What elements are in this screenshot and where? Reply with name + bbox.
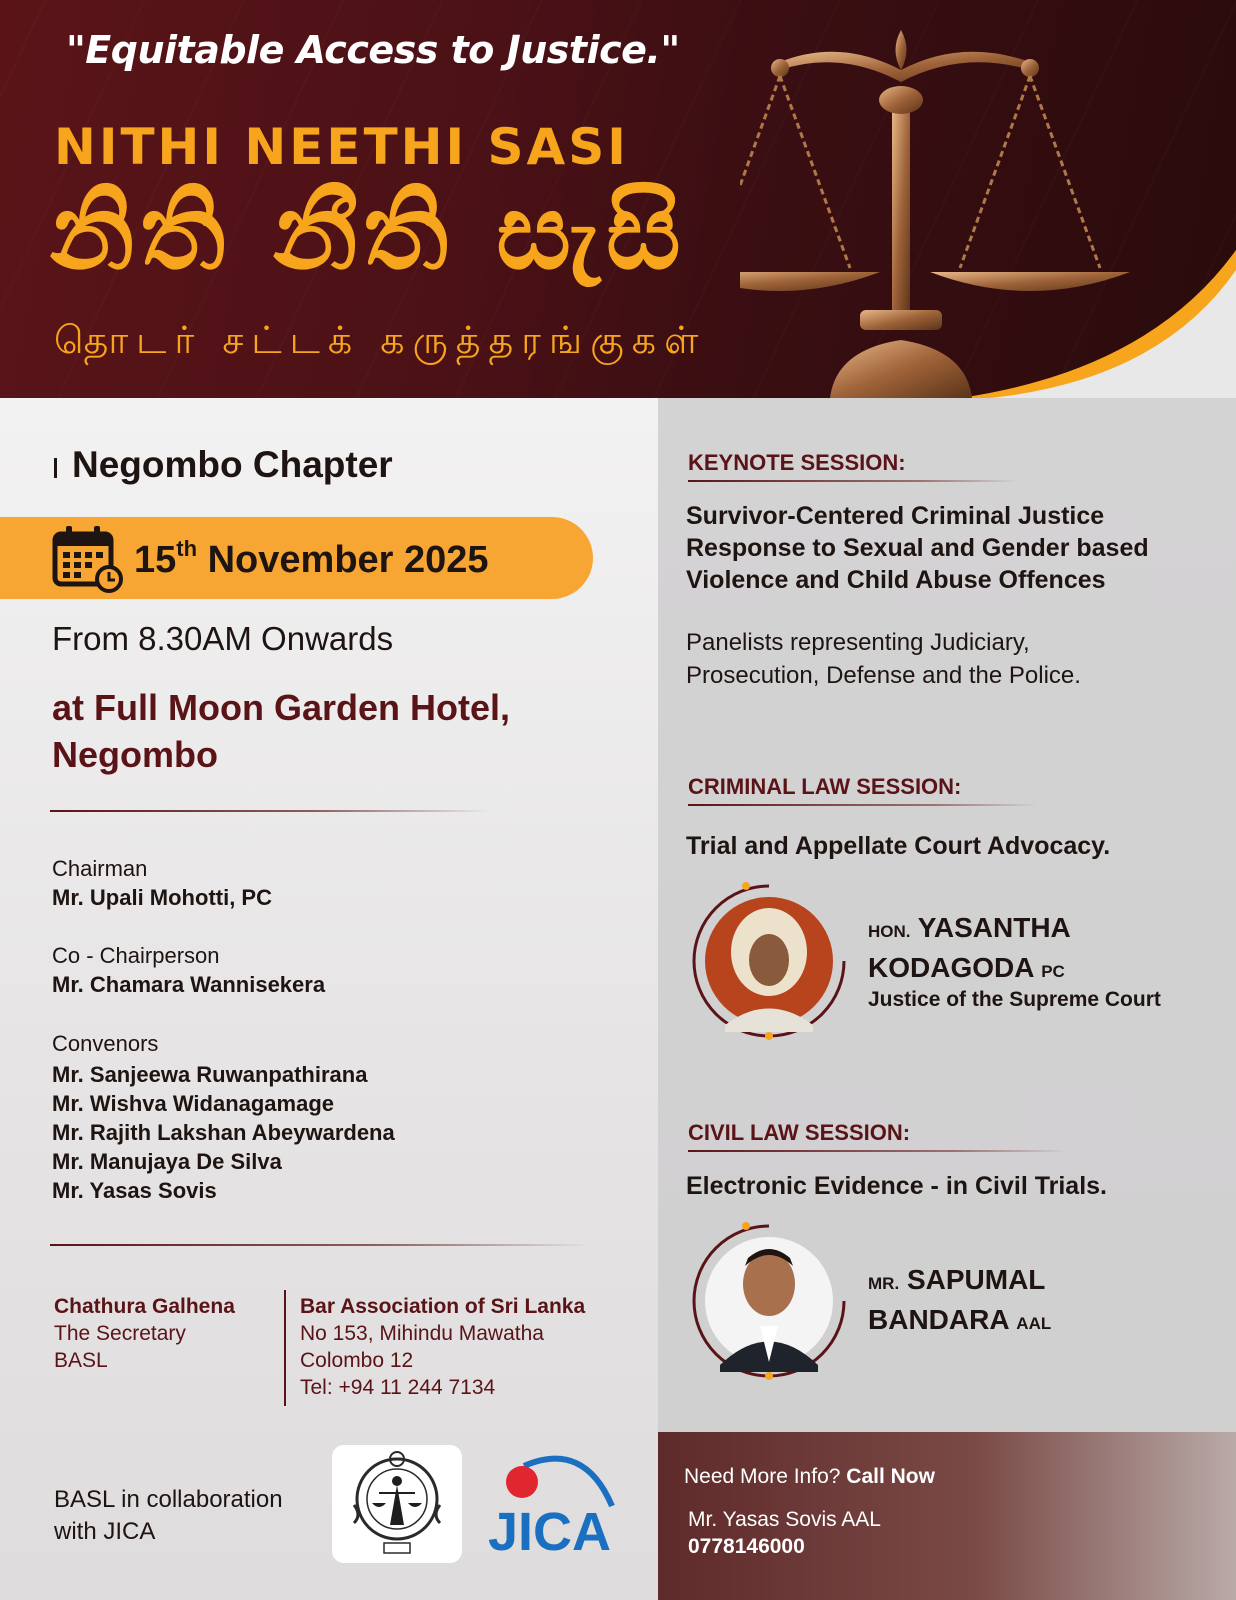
jica-logo-icon [484,1446,624,1564]
date-month-year: November 2025 [197,539,489,581]
speaker-name [868,1262,1051,1342]
divider [50,810,490,812]
speaker-name-line-2 [868,1302,1051,1342]
justice-name [868,910,1071,990]
divider [50,1244,590,1246]
date-ordinal: th [176,536,198,561]
justice-photo [690,882,848,1040]
convenor-item: Mr. Manujaya De Silva [52,1149,282,1174]
collaboration-text [54,1484,324,1548]
event-venue [52,684,632,778]
calendar-clock-icon [52,524,124,594]
collab-line-2: with JICA [54,1518,156,1545]
header-banner [0,0,1236,398]
tagline: "Equitable Access to Justice." [66,28,680,72]
chairman-role: Chairman [52,856,148,881]
convenor-item: Mr. Rajith Lakshan Abeywardena [52,1120,395,1145]
keynote-body: Panelists representing Judiciary, Prosecution, Defense and the Police. [686,629,1081,689]
basl-logo [332,1445,462,1563]
criminal-label: CRIMINAL LAW SESSION: [688,774,962,799]
convenor-item: Mr. Yasas Sovis [52,1178,217,1203]
convenor-item: Mr. Sanjeewa Ruwanpathirana [52,1062,368,1087]
scales-of-justice-icon [740,10,1180,398]
convenor-item: Mr. Wishva Widanagamage [52,1091,335,1116]
justice-first-name: YASANTHA [917,912,1071,943]
speaker-photo [690,1222,848,1380]
civil-title: Electronic Evidence - in Civil Trials. [686,1172,1107,1200]
keynote-title: Survivor-Centered Criminal Justice Response to Sexual and Gender based Violence and Child Abuse Offences [686,502,1149,594]
title-english: NITHI NEETHI SASI [54,118,629,176]
cochair-role: Co - Chairperson [52,943,220,968]
title-sinhala: නිති නීති සැසි [50,171,687,293]
justice-name-line-2 [868,950,1071,990]
venue-line-1: at Full Moon Garden Hotel, [52,687,510,728]
venue-line-2: Negombo [52,734,218,775]
event-date [134,536,489,582]
basl-address-2: Colombo 12 [300,1349,414,1372]
convenors-role: Convenors [52,1031,159,1056]
info-heading-plain: Need More Info? [684,1465,841,1488]
justice-honorific: HON. [868,922,911,941]
date-day: 15 [134,539,177,581]
speaker-first-name: SAPUMAL [906,1264,1046,1295]
speaker-name-line-1 [868,1262,1051,1302]
justice-last-name: KODAGODA [868,952,1034,983]
collab-line-1: BASL in collaboration [54,1486,283,1513]
basl-address-1: No 153, Mihindu Mawatha [300,1322,544,1345]
civil-underline [688,1150,1068,1152]
jica-logo [484,1446,624,1564]
info-heading-bold: Call Now [846,1465,935,1488]
contact-name: Mr. Yasas Sovis AAL [688,1508,881,1531]
chairman-name: Mr. Upali Mohotti, PC [52,885,272,910]
criminal-title: Trial and Appellate Court Advocacy. [686,832,1111,860]
basl-emblem-icon [332,1445,462,1563]
speaker-honorific: MR. [868,1274,900,1293]
info-heading [684,1465,935,1489]
speaker-portrait [690,1222,848,1380]
speaker-postnominal: AAL [1016,1314,1052,1333]
civil-label: CIVIL LAW SESSION: [688,1120,911,1145]
chapter-marker [54,458,57,478]
title-tamil: தொடர் சட்டக் கருத்தரங்குகள் [54,318,707,362]
secretary-name: Chathura Galhena [54,1295,235,1318]
cochair-name: Mr. Chamara Wannisekera [52,972,326,997]
chapter-title: Negombo Chapter [72,444,393,485]
keynote-underline [688,480,1018,482]
secretary-org: BASL [54,1349,108,1372]
justice-role: Justice of the Supreme Court [868,988,1161,1011]
justice-postnominal: PC [1041,962,1065,981]
jica-wordmark: JICA [488,1502,612,1562]
convenor-list [52,1060,395,1205]
keynote-label: KEYNOTE SESSION: [688,450,906,475]
event-time: From 8.30AM Onwards [52,620,394,657]
basl-phone: Tel: +94 11 244 7134 [300,1376,496,1399]
contact-separator [284,1290,286,1406]
secretary-title: The Secretary [54,1322,186,1345]
basl-name: Bar Association of Sri Lanka [300,1295,586,1318]
justice-name-line-1 [868,910,1071,950]
criminal-underline [688,804,1038,806]
speaker-last-name: BANDARA [868,1304,1009,1335]
justice-portrait [690,882,848,1040]
contact-phone[interactable]: 0778146000 [688,1535,805,1558]
